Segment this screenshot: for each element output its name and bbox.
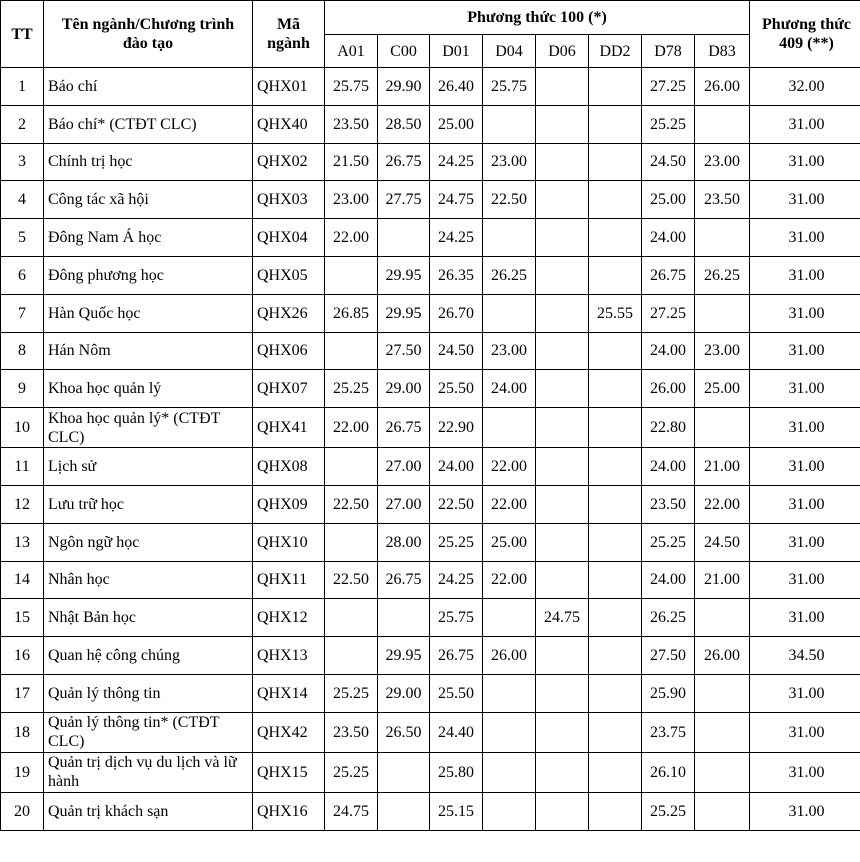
row-program-name: Quản trị dịch vụ du lịch và lữ hành <box>44 752 253 792</box>
row-score-dd2 <box>589 370 642 408</box>
row-score-d83: 21.00 <box>695 561 750 599</box>
row-tt: 6 <box>1 256 44 294</box>
header-block-d04: D04 <box>483 35 536 68</box>
row-score-d78: 25.25 <box>642 792 695 830</box>
table-row <box>1 485 860 523</box>
header-block-d83: D83 <box>695 35 750 68</box>
row-score-d01: 24.25 <box>430 561 483 599</box>
row-score-d78: 24.00 <box>642 332 695 370</box>
row-score-d04 <box>483 752 536 792</box>
row-method-409: 31.00 <box>750 332 860 370</box>
row-score-a01: 22.50 <box>325 485 378 523</box>
table-row <box>1 105 860 143</box>
row-score-a01 <box>325 256 378 294</box>
row-tt: 11 <box>1 448 44 486</box>
row-score-dd2 <box>589 68 642 106</box>
table-row <box>1 523 860 561</box>
row-score-d83 <box>695 408 750 448</box>
row-score-d01: 26.70 <box>430 294 483 332</box>
row-method-409: 31.00 <box>750 105 860 143</box>
row-score-d83: 21.00 <box>695 448 750 486</box>
row-method-409: 31.00 <box>750 712 860 752</box>
row-score-d83: 23.00 <box>695 332 750 370</box>
row-program-name: Quản trị khách sạn <box>44 792 253 830</box>
row-score-d06 <box>536 792 589 830</box>
row-score-d83: 24.50 <box>695 523 750 561</box>
row-score-d06 <box>536 523 589 561</box>
row-score-dd2 <box>589 219 642 257</box>
row-method-409: 31.00 <box>750 599 860 637</box>
row-score-dd2 <box>589 105 642 143</box>
table-row <box>1 256 860 294</box>
row-score-d06: 24.75 <box>536 599 589 637</box>
row-score-dd2 <box>589 485 642 523</box>
row-score-d06 <box>536 256 589 294</box>
row-program-code: QHX42 <box>253 712 325 752</box>
row-score-dd2 <box>589 448 642 486</box>
row-score-d01: 24.25 <box>430 219 483 257</box>
row-score-d83 <box>695 105 750 143</box>
row-method-409: 34.50 <box>750 637 860 675</box>
row-score-d06 <box>536 181 589 219</box>
row-score-d06 <box>536 712 589 752</box>
row-score-a01: 25.75 <box>325 68 378 106</box>
header-block-c00: C00 <box>378 35 430 68</box>
row-score-d78: 27.25 <box>642 294 695 332</box>
row-score-d01: 22.90 <box>430 408 483 448</box>
row-score-d04 <box>483 599 536 637</box>
row-score-d01: 26.75 <box>430 637 483 675</box>
row-method-409: 31.00 <box>750 256 860 294</box>
row-score-d83 <box>695 294 750 332</box>
row-tt: 10 <box>1 408 44 448</box>
row-program-code: QHX13 <box>253 637 325 675</box>
row-score-d06 <box>536 105 589 143</box>
row-score-d83 <box>695 712 750 752</box>
row-tt: 2 <box>1 105 44 143</box>
row-program-name: Quản lý thông tin <box>44 674 253 712</box>
row-score-dd2 <box>589 674 642 712</box>
row-tt: 4 <box>1 181 44 219</box>
row-score-d06 <box>536 674 589 712</box>
row-score-d78: 22.80 <box>642 408 695 448</box>
row-method-409: 31.00 <box>750 448 860 486</box>
row-program-code: QHX05 <box>253 256 325 294</box>
row-program-code: QHX03 <box>253 181 325 219</box>
row-program-code: QHX01 <box>253 68 325 106</box>
header-block-d06: D06 <box>536 35 589 68</box>
row-program-code: QHX07 <box>253 370 325 408</box>
row-score-d78: 25.90 <box>642 674 695 712</box>
row-score-c00: 29.95 <box>378 637 430 675</box>
row-score-d83 <box>695 674 750 712</box>
row-score-c00: 26.75 <box>378 408 430 448</box>
row-score-a01: 25.25 <box>325 370 378 408</box>
row-score-d83 <box>695 752 750 792</box>
row-score-dd2 <box>589 637 642 675</box>
row-score-dd2 <box>589 143 642 181</box>
row-program-code: QHX11 <box>253 561 325 599</box>
row-score-d83 <box>695 792 750 830</box>
row-program-name: Nhân học <box>44 561 253 599</box>
table-row <box>1 599 860 637</box>
row-score-c00: 27.00 <box>378 448 430 486</box>
row-score-d04: 25.00 <box>483 523 536 561</box>
row-program-code: QHX16 <box>253 792 325 830</box>
header-program-name: Tên ngành/Chương trình đào tạo <box>44 1 253 68</box>
row-program-code: QHX26 <box>253 294 325 332</box>
row-score-d06 <box>536 448 589 486</box>
row-score-d06 <box>536 332 589 370</box>
row-score-d78: 25.00 <box>642 181 695 219</box>
row-score-dd2 <box>589 256 642 294</box>
row-score-d83: 25.00 <box>695 370 750 408</box>
row-method-409: 31.00 <box>750 181 860 219</box>
row-tt: 13 <box>1 523 44 561</box>
row-method-409: 31.00 <box>750 485 860 523</box>
row-method-409: 31.00 <box>750 408 860 448</box>
row-score-d04 <box>483 712 536 752</box>
row-tt: 16 <box>1 637 44 675</box>
row-tt: 7 <box>1 294 44 332</box>
row-program-code: QHX41 <box>253 408 325 448</box>
row-score-a01: 25.25 <box>325 674 378 712</box>
row-program-code: QHX09 <box>253 485 325 523</box>
row-score-d01: 25.80 <box>430 752 483 792</box>
row-score-d01: 25.75 <box>430 599 483 637</box>
row-score-dd2 <box>589 712 642 752</box>
row-score-dd2: 25.55 <box>589 294 642 332</box>
row-score-d83 <box>695 219 750 257</box>
table-row <box>1 181 860 219</box>
row-tt: 19 <box>1 752 44 792</box>
row-score-d04 <box>483 105 536 143</box>
row-score-d78: 24.50 <box>642 143 695 181</box>
row-score-c00 <box>378 752 430 792</box>
row-score-d01: 25.50 <box>430 674 483 712</box>
row-score-c00: 29.90 <box>378 68 430 106</box>
row-score-d78: 25.25 <box>642 523 695 561</box>
row-score-c00: 27.00 <box>378 485 430 523</box>
row-score-d04: 22.00 <box>483 448 536 486</box>
row-tt: 8 <box>1 332 44 370</box>
row-score-c00 <box>378 792 430 830</box>
row-score-dd2 <box>589 181 642 219</box>
row-score-a01 <box>325 599 378 637</box>
row-score-d04: 24.00 <box>483 370 536 408</box>
row-score-d83: 26.25 <box>695 256 750 294</box>
row-score-c00: 28.50 <box>378 105 430 143</box>
row-score-dd2 <box>589 599 642 637</box>
row-score-a01: 21.50 <box>325 143 378 181</box>
table-row <box>1 448 860 486</box>
row-score-c00: 27.75 <box>378 181 430 219</box>
row-score-d04: 22.00 <box>483 485 536 523</box>
header-program-code: Mã ngành <box>253 1 325 68</box>
row-score-d04: 23.00 <box>483 143 536 181</box>
row-score-a01: 23.50 <box>325 105 378 143</box>
row-method-409: 31.00 <box>750 792 860 830</box>
row-score-d06 <box>536 68 589 106</box>
row-tt: 15 <box>1 599 44 637</box>
row-program-name: Lưu trữ học <box>44 485 253 523</box>
row-score-d78: 26.75 <box>642 256 695 294</box>
row-tt: 9 <box>1 370 44 408</box>
row-program-name: Nhật Bản học <box>44 599 253 637</box>
row-program-name: Lịch sử <box>44 448 253 486</box>
table-row <box>1 332 860 370</box>
row-score-d83: 26.00 <box>695 637 750 675</box>
row-tt: 5 <box>1 219 44 257</box>
row-score-d04: 26.25 <box>483 256 536 294</box>
row-score-d01: 25.00 <box>430 105 483 143</box>
row-method-409: 31.00 <box>750 523 860 561</box>
header-method-100: Phương thức 100 (*) <box>325 1 750 35</box>
header-block-dd2: DD2 <box>589 35 642 68</box>
table-row <box>1 674 860 712</box>
row-method-409: 31.00 <box>750 294 860 332</box>
row-score-d01: 25.15 <box>430 792 483 830</box>
row-score-c00: 26.50 <box>378 712 430 752</box>
row-score-a01: 22.00 <box>325 408 378 448</box>
table-row <box>1 637 860 675</box>
row-score-d06 <box>536 370 589 408</box>
row-program-name: Ngôn ngữ học <box>44 523 253 561</box>
row-tt: 20 <box>1 792 44 830</box>
row-score-d01: 26.35 <box>430 256 483 294</box>
table-row <box>1 219 860 257</box>
row-program-name: Báo chí* (CTĐT CLC) <box>44 105 253 143</box>
row-program-name: Báo chí <box>44 68 253 106</box>
row-score-d06 <box>536 143 589 181</box>
row-score-d06 <box>536 561 589 599</box>
table-row <box>1 370 860 408</box>
row-score-dd2 <box>589 408 642 448</box>
row-score-a01: 26.85 <box>325 294 378 332</box>
row-program-code: QHX40 <box>253 105 325 143</box>
row-score-d78: 25.25 <box>642 105 695 143</box>
table-row <box>1 294 860 332</box>
row-score-d83: 26.00 <box>695 68 750 106</box>
row-score-d06 <box>536 408 589 448</box>
row-score-d01: 24.40 <box>430 712 483 752</box>
row-score-d78: 23.75 <box>642 712 695 752</box>
row-score-dd2 <box>589 561 642 599</box>
row-tt: 1 <box>1 68 44 106</box>
row-score-d04 <box>483 219 536 257</box>
row-score-a01 <box>325 637 378 675</box>
row-program-code: QHX15 <box>253 752 325 792</box>
row-score-c00 <box>378 599 430 637</box>
row-program-name: Chính trị học <box>44 143 253 181</box>
row-program-code: QHX14 <box>253 674 325 712</box>
row-score-a01: 24.75 <box>325 792 378 830</box>
row-score-d04: 22.00 <box>483 561 536 599</box>
table-row <box>1 143 860 181</box>
row-program-code: QHX10 <box>253 523 325 561</box>
row-program-code: QHX04 <box>253 219 325 257</box>
row-score-d01: 25.50 <box>430 370 483 408</box>
row-score-d01: 24.75 <box>430 181 483 219</box>
row-program-name: Đông Nam Á học <box>44 219 253 257</box>
row-method-409: 31.00 <box>750 674 860 712</box>
row-score-dd2 <box>589 752 642 792</box>
table-row <box>1 792 860 830</box>
row-score-c00: 29.95 <box>378 256 430 294</box>
row-score-d78: 26.00 <box>642 370 695 408</box>
row-score-c00: 28.00 <box>378 523 430 561</box>
row-score-c00: 29.00 <box>378 370 430 408</box>
row-score-d04 <box>483 294 536 332</box>
row-score-dd2 <box>589 523 642 561</box>
row-score-dd2 <box>589 792 642 830</box>
row-score-d83: 22.00 <box>695 485 750 523</box>
row-program-name: Quan hệ công chúng <box>44 637 253 675</box>
row-score-d01: 24.00 <box>430 448 483 486</box>
row-score-d04: 23.00 <box>483 332 536 370</box>
row-score-d04: 22.50 <box>483 181 536 219</box>
row-program-name: Hán Nôm <box>44 332 253 370</box>
row-score-d04: 26.00 <box>483 637 536 675</box>
row-score-c00: 29.95 <box>378 294 430 332</box>
row-score-c00: 26.75 <box>378 143 430 181</box>
table-row <box>1 561 860 599</box>
row-score-d06 <box>536 485 589 523</box>
row-program-name: Công tác xã hội <box>44 181 253 219</box>
row-score-a01: 23.50 <box>325 712 378 752</box>
row-score-dd2 <box>589 332 642 370</box>
row-method-409: 31.00 <box>750 752 860 792</box>
row-method-409: 31.00 <box>750 143 860 181</box>
row-score-a01 <box>325 448 378 486</box>
row-score-d01: 22.50 <box>430 485 483 523</box>
row-score-a01: 25.25 <box>325 752 378 792</box>
row-score-d78: 24.00 <box>642 448 695 486</box>
row-method-409: 32.00 <box>750 68 860 106</box>
row-method-409: 31.00 <box>750 370 860 408</box>
row-score-a01: 22.00 <box>325 219 378 257</box>
row-score-d06 <box>536 294 589 332</box>
row-program-code: QHX02 <box>253 143 325 181</box>
row-score-c00: 27.50 <box>378 332 430 370</box>
row-score-d06 <box>536 637 589 675</box>
row-score-c00 <box>378 219 430 257</box>
row-score-a01 <box>325 332 378 370</box>
row-score-c00: 26.75 <box>378 561 430 599</box>
row-score-d78: 23.50 <box>642 485 695 523</box>
row-score-d78: 27.25 <box>642 68 695 106</box>
row-score-d83: 23.50 <box>695 181 750 219</box>
header-block-a01: A01 <box>325 35 378 68</box>
row-score-d06 <box>536 219 589 257</box>
header-method-409: Phương thức 409 (**) <box>750 1 860 68</box>
row-program-code: QHX12 <box>253 599 325 637</box>
row-score-d01: 24.25 <box>430 143 483 181</box>
row-score-d78: 26.25 <box>642 599 695 637</box>
row-score-d01: 25.25 <box>430 523 483 561</box>
row-score-d78: 27.50 <box>642 637 695 675</box>
row-tt: 3 <box>1 143 44 181</box>
row-score-d83 <box>695 599 750 637</box>
row-tt: 17 <box>1 674 44 712</box>
row-score-a01 <box>325 523 378 561</box>
row-tt: 18 <box>1 712 44 752</box>
row-score-d04 <box>483 792 536 830</box>
row-score-d04: 25.75 <box>483 68 536 106</box>
header-tt: TT <box>1 1 44 68</box>
row-score-d78: 26.10 <box>642 752 695 792</box>
row-score-a01: 22.50 <box>325 561 378 599</box>
row-score-d06 <box>536 752 589 792</box>
row-score-c00: 29.00 <box>378 674 430 712</box>
row-score-d04 <box>483 674 536 712</box>
row-score-d01: 26.40 <box>430 68 483 106</box>
header-block-d78: D78 <box>642 35 695 68</box>
row-score-d01: 24.50 <box>430 332 483 370</box>
row-method-409: 31.00 <box>750 219 860 257</box>
row-score-d83: 23.00 <box>695 143 750 181</box>
row-method-409: 31.00 <box>750 561 860 599</box>
row-tt: 12 <box>1 485 44 523</box>
row-program-name: Khoa học quản lý* (CTĐT CLC) <box>44 408 253 448</box>
table-row <box>1 752 860 792</box>
header-block-d01: D01 <box>430 35 483 68</box>
row-tt: 14 <box>1 561 44 599</box>
table-row <box>1 712 860 752</box>
row-score-d04 <box>483 408 536 448</box>
row-program-name: Hàn Quốc học <box>44 294 253 332</box>
row-score-d78: 24.00 <box>642 561 695 599</box>
row-score-a01: 23.00 <box>325 181 378 219</box>
row-score-d78: 24.00 <box>642 219 695 257</box>
row-program-name: Khoa học quản lý <box>44 370 253 408</box>
row-program-code: QHX08 <box>253 448 325 486</box>
table-row <box>1 68 860 106</box>
row-program-name: Đông phương học <box>44 256 253 294</box>
table-row <box>1 408 860 448</box>
row-program-name: Quản lý thông tin* (CTĐT CLC) <box>44 712 253 752</box>
row-program-code: QHX06 <box>253 332 325 370</box>
